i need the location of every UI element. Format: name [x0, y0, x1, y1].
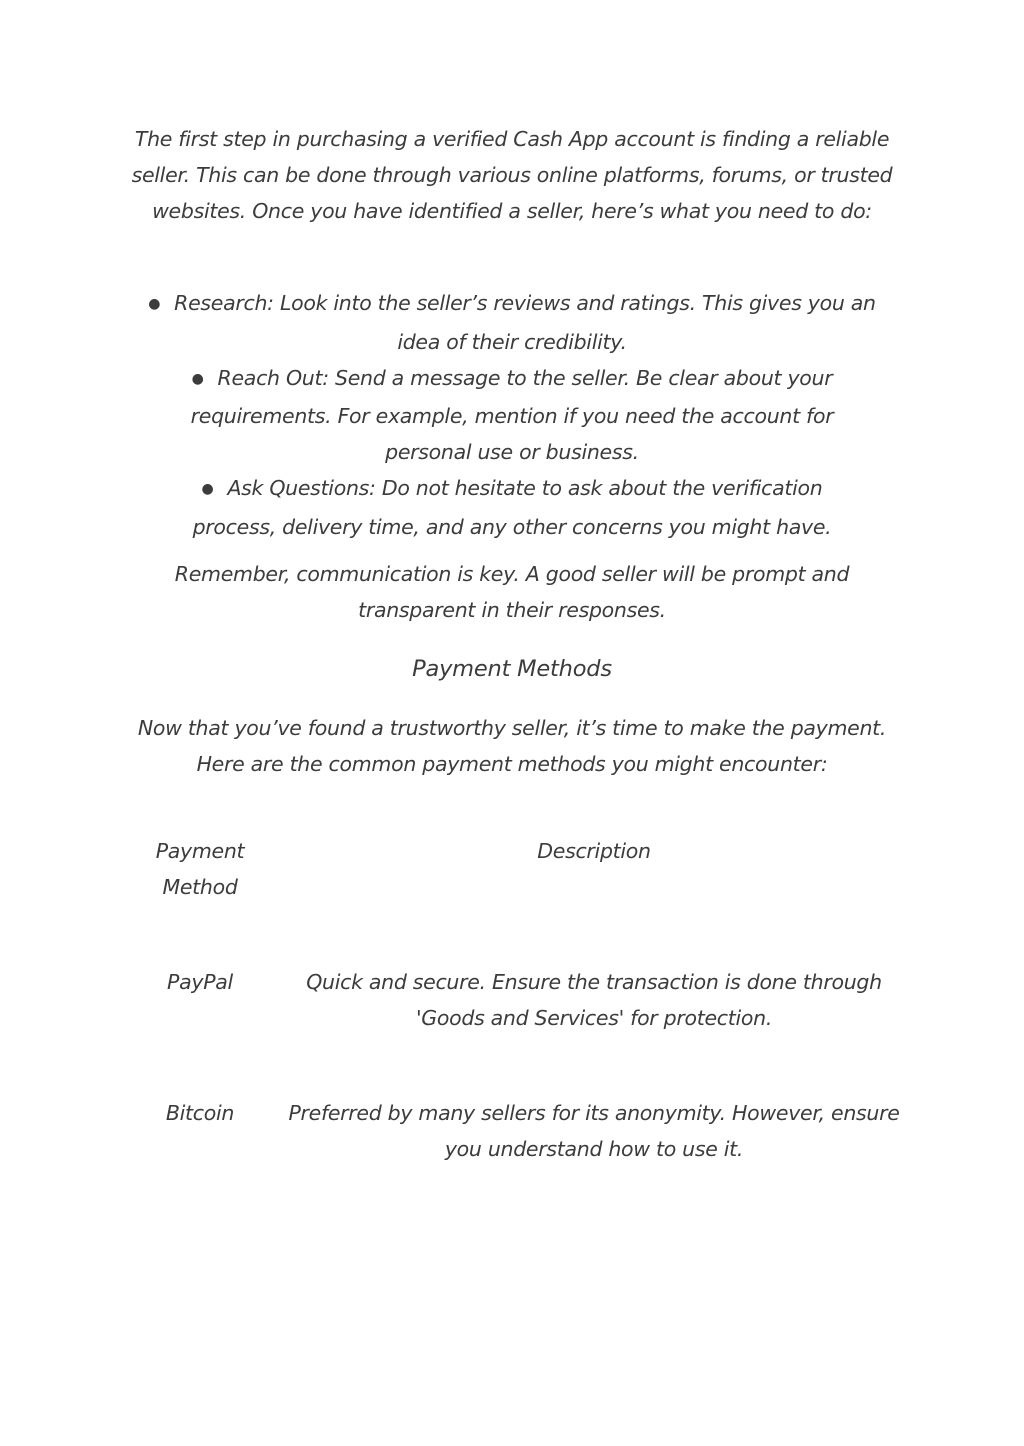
table-header-row [120, 834, 904, 965]
cell-description: Preferred by many sellers for its anonymity. However, ensure you understand how to use it. [288, 1101, 900, 1161]
bullet-icon: ● [191, 370, 204, 387]
list-item-text: Research: Look into the seller’s reviews and ratings. This gives you an idea of their credibility. [174, 291, 876, 354]
section-heading: Payment Methods [412, 656, 612, 682]
list-item-research [147, 286, 877, 361]
cell-method: Bitcoin [165, 1101, 235, 1125]
header-payment-method: Payment Method [155, 839, 245, 899]
payment-intro-paragraph: Now that you’ve found a trustworthy seller, it’s time to make the payment. Here are the common payment methods you might encounter: [137, 716, 887, 776]
remember-paragraph: Remember, communication is key. A good seller will be prompt and transparent in their responses. [174, 562, 850, 622]
table-row [120, 1096, 904, 1186]
list-item-ask-questions [172, 471, 852, 546]
bullet-icon: ● [148, 296, 161, 312]
payment-methods-table [120, 834, 904, 1186]
table-row [120, 965, 904, 1096]
cell-method: PayPal [167, 970, 233, 994]
cell-description: Quick and secure. Ensure the transaction is done through 'Goods and Services' for protection. [306, 970, 882, 1030]
list-item-text: Ask Questions: Do not hesitate to ask about the verification process, delivery time, and any other concerns you might have. [192, 475, 832, 539]
bullet-icon: ● [201, 480, 214, 497]
list-item-text: Reach Out: Send a message to the seller. Be clear about your requirements. For example, mention if you need the account for personal use or business. [190, 365, 834, 465]
header-description: Description [537, 839, 651, 863]
intro-paragraph: The first step in purchasing a verified Cash App account is finding a reliable seller. This can be done through various online platforms, forums, or trusted websites. Once you have identified a seller, here’s what you need to do: [131, 127, 893, 223]
list-item-reach-out [172, 361, 852, 471]
steps-list [0, 286, 1024, 546]
